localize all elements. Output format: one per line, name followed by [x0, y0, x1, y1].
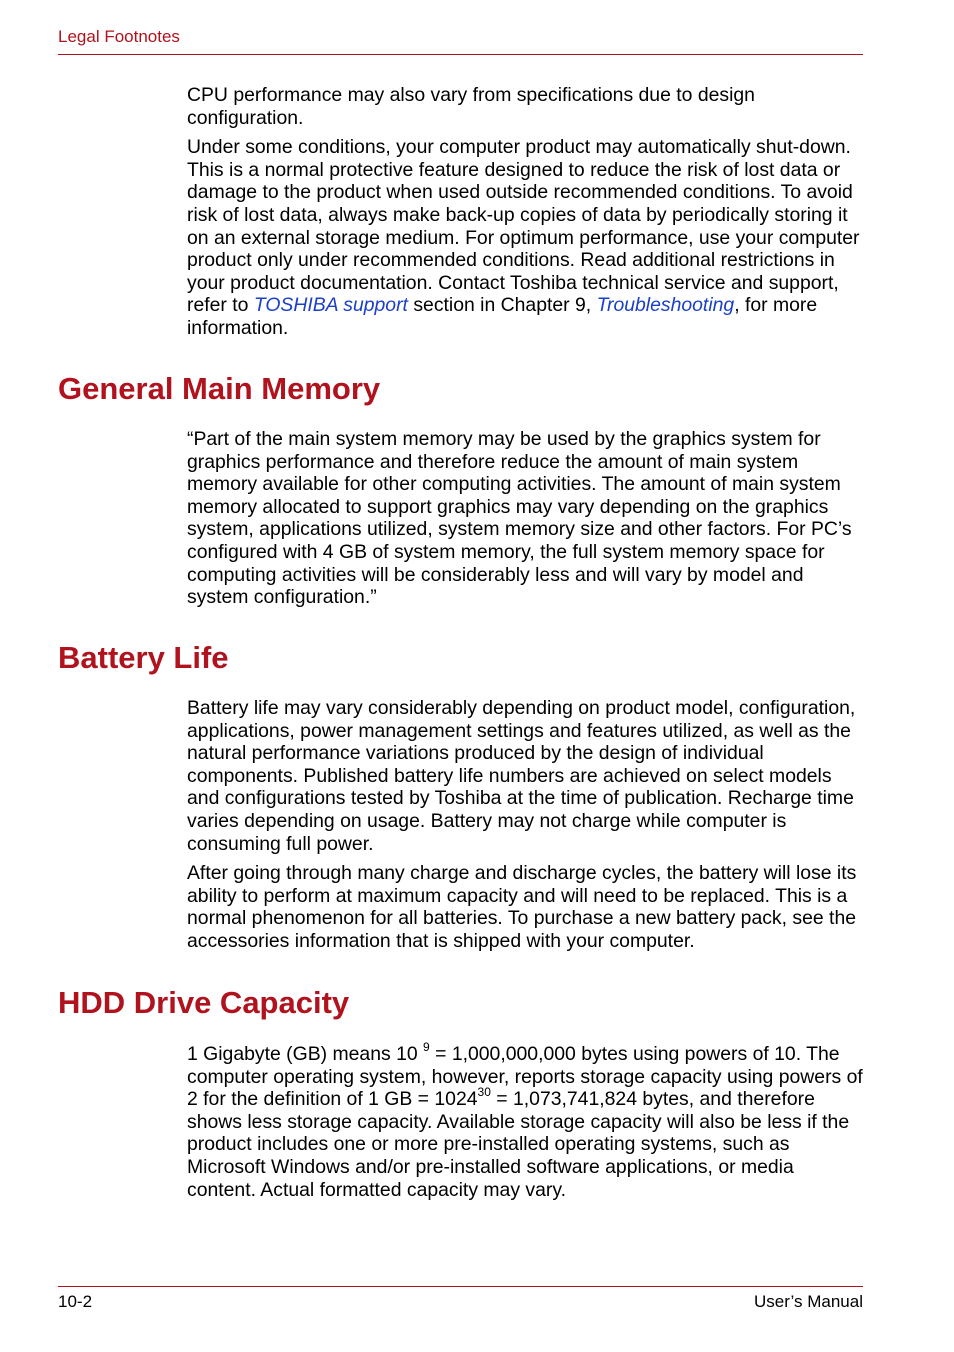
paragraph-text: 1 Gigabyte (GB) means 10	[187, 1043, 424, 1065]
general-memory-section	[187, 428, 863, 616]
section-heading-hdd-drive-capacity: HDD Drive Capacity	[58, 985, 350, 1020]
paragraph-text: = 1,000,000,000 bytes using powers of 10. The computer operating system, however, reports storage capacity using powers of 2 for the definition of 1 GB = 1024	[187, 1043, 863, 1111]
paragraph: After going through many charge and discharge cycles, the battery will lose its ability to perform at maximum capacity and will need to be replaced. This is a normal phenomenon for all batteries. To purchase a new battery pack, see the accessories information that is shipped with your computer.	[187, 862, 857, 952]
manual-title: User’s Manual	[754, 1292, 863, 1311]
paragraph: “Part of the main system memory may be used by the graphics system for graphics performance and therefore reduce the amount of main system memory available for other computing activities. The amount of main system memory allocated to support graphics may vary depending on the graphics system, applications utilized, system memory size and other factors. For PC’s configured with 4 GB of system memory, the full system memory space for computing activities will be considerably less and will vary by model and system configuration.”	[187, 428, 852, 609]
running-header: Legal Footnotes	[58, 27, 180, 46]
paragraph-text: Under some conditions, your computer product may automatically shut-down. This is a normal protective feature designed to reduce the risk of lost data or damage to the product when used outside recommended conditions. To avoid risk of lost data, always make back-up copies of data by periodically storing it on an external storage medium. For optimum performance, use your computer product only under recommended conditions. Read additional restrictions in your product documentation. Contact Toshiba technical service and support, refer to	[187, 136, 860, 317]
superscript-exponent: 30	[477, 1084, 491, 1099]
paragraph	[187, 136, 863, 339]
page-number: 10-2	[58, 1292, 93, 1311]
paragraph	[187, 1039, 863, 1201]
section-heading-battery-life: Battery Life	[58, 640, 229, 675]
paragraph-text: = 1,073,741,824 bytes, and therefore shows less storage capacity. Available storage capacity will also be less if the product includes one or more pre-installed operating systems, such as Microsoft Windows and/or pre-installed software applications, or media content. Actual formatted capacity may vary.	[187, 1088, 850, 1201]
intro-section	[187, 84, 863, 347]
paragraph: CPU performance may also vary from specifications due to design configuration.	[187, 84, 755, 129]
footer-divider	[58, 1286, 863, 1287]
section-heading-general-main-memory: General Main Memory	[58, 371, 381, 406]
toshiba-support-link[interactable]: TOSHIBA support	[253, 294, 408, 317]
header-divider	[58, 54, 863, 55]
paragraph-text: section in Chapter 9,	[407, 294, 597, 317]
paragraph-text: , for more information.	[187, 294, 818, 339]
troubleshooting-link[interactable]: Troubleshooting	[596, 294, 735, 317]
paragraph: Battery life may vary considerably depending on product model, configuration, applications, power management settings and features utilized, as well as the natural performance variations produced by the design of individual components. Published battery life numbers are achieved on select models and configurations tested by Toshiba at the time of publication. Recharge time varies depending on usage. Battery may not charge while computer is consuming full power.	[187, 697, 856, 855]
battery-section	[187, 697, 863, 960]
hdd-section	[187, 1039, 863, 1208]
superscript-exponent: 9	[423, 1039, 430, 1054]
